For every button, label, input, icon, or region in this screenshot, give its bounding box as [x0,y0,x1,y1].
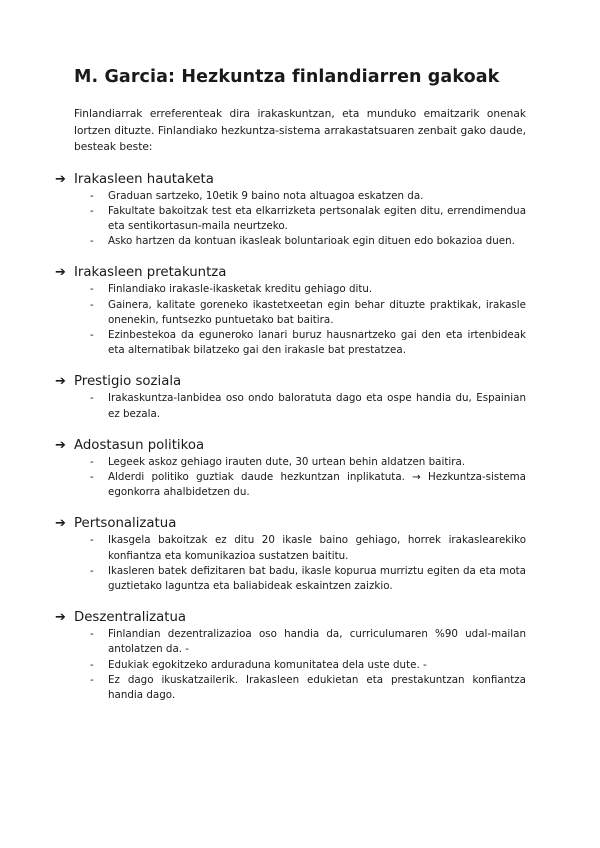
section-heading-text: Irakasleen pretakuntza [74,265,227,281]
sections-container [55,170,526,704]
list-item-text: Asko hartzen da kontuan ikasleak boluntarioak egin dituen edo bokazioa duen. [108,235,515,248]
list-item-text: Irakaskuntza-lanbidea oso ondo baloratuta dago eta ospe handia du, Espainian ez bezala. [108,392,526,420]
list-item-text: Fakultate bakoitzak test eta elkarrizketa pertsonalak egiten ditu, errendimendua eta sentikortasun-maila neurtzeko. [108,204,526,232]
list-item [90,455,526,470]
section [55,608,526,703]
list-item [90,564,526,594]
page-title: M. Garcia: Hezkuntza finlandiarren gakoak [74,67,500,87]
dash-bullet-icon: - [90,283,94,296]
dash-bullet-icon: - [90,628,94,641]
arrow-right-icon: ➔ [55,374,66,390]
dash-bullet-icon: - [90,189,94,202]
list-item-text: Ez dago ikuskatzailerik. Irakasleen edukietan eta prestakuntzan konfiantza handia dago. [108,673,526,701]
dash-bullet-icon: - [90,328,94,341]
list-item [90,658,526,673]
section [55,372,526,421]
section-heading-text: Adostasun politikoa [74,437,205,453]
list-item-text: Ikasleren batek defizitaren bat badu, ikasle kopurua murriztu egiten da eta mota guztietako laguntza eta baliabideak eskaintzen zaizkio. [108,564,526,592]
arrow-right-icon: ➔ [55,610,66,626]
bullet-list [74,627,526,703]
section [55,514,526,594]
arrow-right-icon: ➔ [55,265,66,281]
dash-bullet-icon: - [90,673,94,686]
dash-bullet-icon: - [90,204,94,217]
dash-bullet-icon: - [90,298,94,311]
list-item [90,391,526,421]
section-heading [55,263,526,282]
dash-bullet-icon: - [90,392,94,405]
arrow-right-icon: ➔ [55,437,66,453]
section [55,436,526,501]
section-heading [55,436,526,455]
section-heading-text: Pertsonalizatua [74,516,177,532]
list-item [90,234,526,249]
bullet-list [74,391,526,421]
intro-paragraph: Finlandiarrak erreferenteak dira irakaskuntzan, eta munduko emaitzarik onenak lortzen dituzte. Finlandiako hezkuntza-sistema arrakastatsuaren zenbait gako daude, besteak beste: [74,108,526,153]
dash-bullet-icon: - [90,564,94,577]
list-item-text: Finlandian dezentralizazioa oso handia da, curriculumaren %90 udal-mailan antolatzen da. - [108,628,526,656]
section-heading-text: Prestigio soziala [74,374,182,390]
list-item [90,204,526,234]
section-heading-text: Deszentralizatua [74,610,187,626]
list-item-text: Ikasgela bakoitzak ez ditu 20 ikasle baino gehiago, horrek irakaslearekiko konfiantza eta komunikazioa sustatzen baititu. [108,534,526,562]
list-item-text: Ezinbestekoa da eguneroko lanari buruz hausnartzeko gai den eta irtenbideak eta alternatibak bilatzeko gai den irakasle bat prestatzea. [108,328,526,357]
list-item-text: Edukiak egokitzeko arduraduna komunitatea dela uste dute. - [108,658,427,671]
list-item [90,189,526,204]
list-item-text: Finlandiako irakasle-ikasketak kreditu gehiago ditu. [108,283,373,296]
section [55,263,526,358]
dash-bullet-icon: - [90,235,94,248]
list-item-text: Gainera, kalitate goreneko ikastetxeetan egin behar dituzte praktikak, irakasle onenekin, funtsezko puntuetako bat baitira. [108,298,526,326]
list-item-text: Alderdi politiko guztiak daude hezkuntzan inplikatuta. → Hezkuntza-sistema egonkorra ahalbidetzen du. [108,470,526,499]
list-item-text: Legeek askoz gehiago irauten dute, 30 urtean behin aldatzen baitira. [108,455,466,468]
dash-bullet-icon: - [90,470,94,483]
list-item [90,282,526,297]
section-heading [55,608,526,627]
arrow-right-icon: ➔ [55,516,66,532]
section-heading [55,514,526,533]
arrow-right-icon: ➔ [55,171,66,187]
dash-bullet-icon: - [90,534,94,547]
section [55,170,526,250]
list-item [90,673,526,703]
list-item-text: Graduan sartzeko, 10etik 9 baino nota altuagoa eskatzen da. [108,189,424,202]
section-heading-text: Irakasleen hautaketa [74,171,214,187]
bullet-list [74,189,526,250]
bullet-list [74,533,526,594]
list-item [90,470,526,500]
dash-bullet-icon: - [90,658,94,671]
list-item [90,298,526,328]
bullet-list [74,282,526,358]
section-heading [55,372,526,391]
dash-bullet-icon: - [90,455,94,468]
bullet-list [74,455,526,501]
list-item [90,328,526,358]
section-heading [55,170,526,189]
list-item [90,627,526,657]
list-item [90,533,526,563]
